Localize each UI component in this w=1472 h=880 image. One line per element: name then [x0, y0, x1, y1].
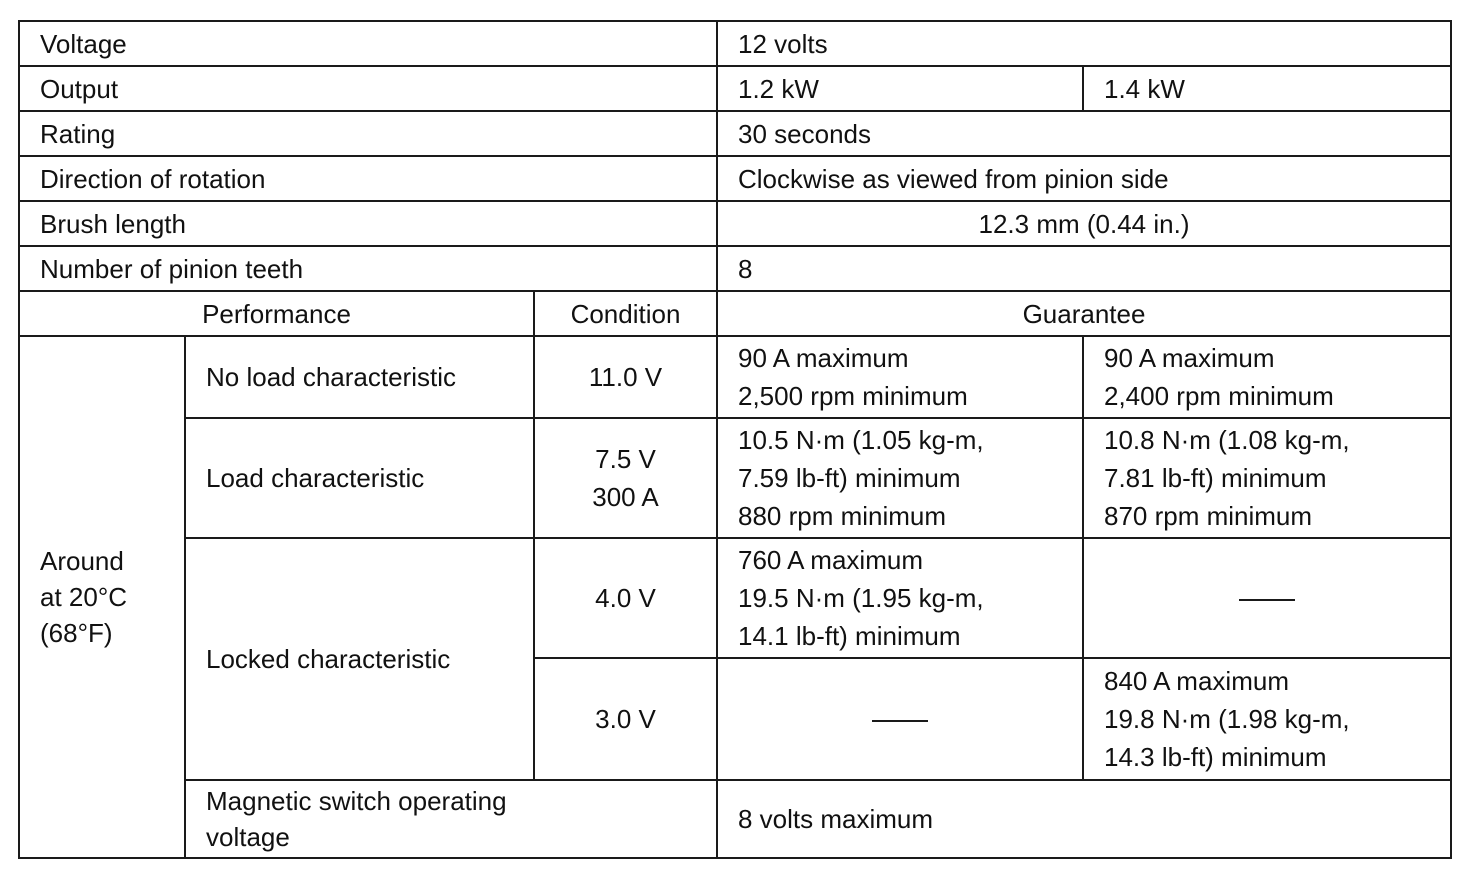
no-load-condition: 11.0 V [534, 336, 717, 418]
spec-row-pinion-teeth [19, 246, 1451, 291]
performance-header: Performance [19, 291, 534, 336]
guarantee-line: 880 rpm minimum [738, 501, 947, 531]
locked-guarantee-b-2 [1083, 658, 1451, 780]
guarantee-line: 19.5 N·m (1.95 kg-m, [738, 583, 984, 613]
pinion-teeth-value: 8 [717, 246, 1451, 291]
output-value-b: 1.4 kW [1083, 66, 1451, 111]
load-guarantee-b [1083, 418, 1451, 538]
rating-value: 30 seconds [717, 111, 1451, 156]
performance-header-row [19, 291, 1451, 336]
locked-guarantee-b-1-empty [1083, 538, 1451, 658]
output-label: Output [19, 66, 717, 111]
spec-row-rating [19, 111, 1451, 156]
guarantee-line: 7.81 lb-ft) minimum [1104, 463, 1327, 493]
direction-label: Direction of rotation [19, 156, 717, 201]
no-load-guarantee-b [1083, 336, 1451, 418]
magnetic-switch-row [19, 780, 1451, 858]
no-load-guarantee-a [717, 336, 1083, 418]
locked-label: Locked characteristic [185, 538, 534, 780]
rating-label: Rating [19, 111, 717, 156]
guarantee-line: 14.3 lb-ft) minimum [1104, 742, 1327, 772]
brush-length-value: 12.3 mm (0.44 in.) [717, 201, 1451, 246]
guarantee-line: 760 A maximum [738, 545, 923, 575]
temperature-line: Around [40, 546, 124, 576]
magnetic-switch-label-line: voltage [206, 822, 290, 852]
spec-row-voltage [19, 21, 1451, 66]
temperature-line: (68°F) [40, 618, 113, 648]
no-load-label: No load characteristic [185, 336, 534, 418]
guarantee-line: 870 rpm minimum [1104, 501, 1313, 531]
locked-condition-2: 3.0 V [534, 658, 717, 780]
guarantee-line: 19.8 N·m (1.98 kg-m, [1104, 704, 1350, 734]
dash-mark [1239, 599, 1295, 601]
guarantee-header: Guarantee [717, 291, 1451, 336]
locked-guarantee-a-2-empty [717, 658, 1083, 780]
voltage-value: 12 volts [717, 21, 1451, 66]
guarantee-line: 90 A maximum [738, 343, 909, 373]
load-row [19, 418, 1451, 538]
guarantee-line: 10.8 N·m (1.08 kg-m, [1104, 425, 1350, 455]
guarantee-line: 2,500 rpm minimum [738, 381, 968, 411]
locked-row-1 [19, 538, 1451, 658]
pinion-teeth-label: Number of pinion teeth [19, 246, 717, 291]
condition-line: 7.5 V [595, 444, 656, 474]
condition-line: 300 A [592, 482, 659, 512]
magnetic-switch-label [185, 780, 717, 858]
starter-specification-table [18, 20, 1452, 859]
load-condition [534, 418, 717, 538]
guarantee-line: 2,400 rpm minimum [1104, 381, 1334, 411]
no-load-row [19, 336, 1451, 418]
brush-length-label: Brush length [19, 201, 717, 246]
spec-row-direction [19, 156, 1451, 201]
temperature-condition [19, 336, 185, 858]
locked-guarantee-a-1 [717, 538, 1083, 658]
magnetic-switch-label-line: Magnetic switch operating [206, 786, 507, 816]
output-value-a: 1.2 kW [717, 66, 1083, 111]
guarantee-line: 840 A maximum [1104, 666, 1289, 696]
guarantee-line: 10.5 N·m (1.05 kg-m, [738, 425, 984, 455]
magnetic-switch-value: 8 volts maximum [717, 780, 1451, 858]
condition-header: Condition [534, 291, 717, 336]
direction-value: Clockwise as viewed from pinion side [717, 156, 1451, 201]
guarantee-line: 7.59 lb-ft) minimum [738, 463, 961, 493]
guarantee-line: 14.1 lb-ft) minimum [738, 621, 961, 651]
voltage-label: Voltage [19, 21, 717, 66]
temperature-line: at 20°C [40, 582, 128, 612]
spec-row-output [19, 66, 1451, 111]
spec-row-brush-length [19, 201, 1451, 246]
load-label: Load characteristic [185, 418, 534, 538]
dash-mark [872, 720, 928, 722]
guarantee-line: 90 A maximum [1104, 343, 1275, 373]
load-guarantee-a [717, 418, 1083, 538]
locked-condition-1: 4.0 V [534, 538, 717, 658]
